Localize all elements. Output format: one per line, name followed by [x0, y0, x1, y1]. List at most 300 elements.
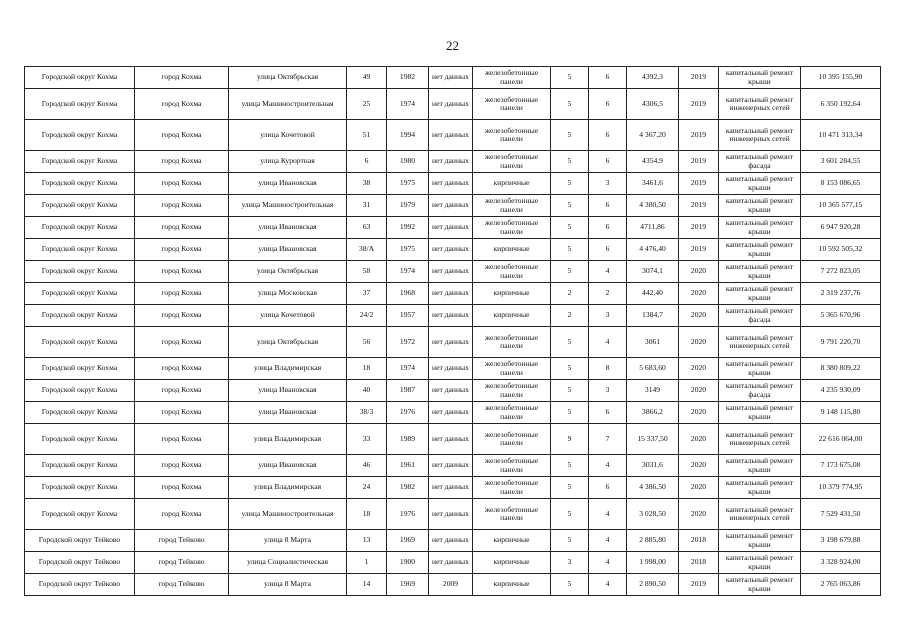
area-cell: 2 885,80	[627, 530, 679, 552]
street-cell: улица Машиностроительная	[229, 195, 347, 217]
repair-year-cell: нет данных	[429, 261, 473, 283]
city-cell: город Кохма	[135, 217, 229, 239]
entrances-cell: 4	[589, 552, 627, 574]
area-cell: 4 386,50	[627, 477, 679, 499]
city-cell: город Кохма	[135, 380, 229, 402]
repair-year-cell: нет данных	[429, 217, 473, 239]
wall-material-cell: железобетонные панели	[473, 455, 551, 477]
city-cell: город Кохма	[135, 239, 229, 261]
city-cell: город Кохма	[135, 261, 229, 283]
wall-material-cell: железобетонные панели	[473, 120, 551, 151]
wall-material-cell: железобетонные панели	[473, 499, 551, 530]
street-cell: улица Социалистическая	[229, 552, 347, 574]
entrances-cell: 4	[589, 574, 627, 596]
cost-cell: 2 319 237,76	[801, 283, 881, 305]
work-type-cell: капитальный ремонт крыши	[719, 261, 801, 283]
work-type-cell: капитальный ремонт крыши	[719, 195, 801, 217]
entrances-cell: 4	[589, 455, 627, 477]
wall-material-cell: железобетонные панели	[473, 261, 551, 283]
work-type-cell: капитальный ремонт крыши	[719, 217, 801, 239]
district-cell: Городской округ Кохма	[25, 120, 135, 151]
cost-cell: 6 350 192,64	[801, 89, 881, 120]
floors-cell: 5	[551, 455, 589, 477]
house-number-cell: 18	[347, 358, 387, 380]
wall-material-cell: кирпичные	[473, 283, 551, 305]
entrances-cell: 3	[589, 380, 627, 402]
floors-cell: 5	[551, 67, 589, 89]
street-cell: улица Ивановская	[229, 402, 347, 424]
build-year-cell: 1989	[387, 424, 429, 455]
build-year-cell: 1987	[387, 380, 429, 402]
wall-material-cell: железобетонные панели	[473, 89, 551, 120]
wall-material-cell: железобетонные панели	[473, 380, 551, 402]
area-cell: 4354,9	[627, 151, 679, 173]
wall-material-cell: железобетонные панели	[473, 402, 551, 424]
entrances-cell: 4	[589, 261, 627, 283]
entrances-cell: 6	[589, 67, 627, 89]
build-year-cell: 1969	[387, 574, 429, 596]
street-cell: улица Московская	[229, 283, 347, 305]
work-type-cell: капитальный ремонт крыши	[719, 530, 801, 552]
house-number-cell: 58	[347, 261, 387, 283]
table-row	[25, 217, 881, 239]
build-year-cell: 1976	[387, 402, 429, 424]
district-cell: Городской округ Кохма	[25, 424, 135, 455]
table-row	[25, 195, 881, 217]
build-year-cell: 1974	[387, 261, 429, 283]
table-row	[25, 499, 881, 530]
entrances-cell: 6	[589, 89, 627, 120]
plan-year-cell: 2020	[679, 358, 719, 380]
street-cell: улица Курортная	[229, 151, 347, 173]
work-type-cell: капитальный ремонт крыши	[719, 552, 801, 574]
area-cell: 4 476,40	[627, 239, 679, 261]
build-year-cell: 1976	[387, 499, 429, 530]
repair-year-cell: нет данных	[429, 424, 473, 455]
table-row	[25, 380, 881, 402]
house-number-cell: 13	[347, 530, 387, 552]
area-cell: 2 890,50	[627, 574, 679, 596]
plan-year-cell: 2019	[679, 173, 719, 195]
city-cell: город Кохма	[135, 455, 229, 477]
wall-material-cell: кирпичные	[473, 530, 551, 552]
cost-cell: 3 198 679,88	[801, 530, 881, 552]
cost-cell: 3 601 284,55	[801, 151, 881, 173]
district-cell: Городской округ Кохма	[25, 261, 135, 283]
city-cell: город Тейково	[135, 574, 229, 596]
cost-cell: 7 272 823,05	[801, 261, 881, 283]
street-cell: улица Кочетовой	[229, 120, 347, 151]
cost-cell: 5 365 670,96	[801, 305, 881, 327]
work-type-cell: капитальный ремонт крыши	[719, 173, 801, 195]
cost-cell: 9 148 115,80	[801, 402, 881, 424]
floors-cell: 2	[551, 283, 589, 305]
plan-year-cell: 2018	[679, 530, 719, 552]
entrances-cell: 3	[589, 173, 627, 195]
area-cell: 5 683,60	[627, 358, 679, 380]
work-type-cell: капитальный ремонт крыши	[719, 239, 801, 261]
repair-year-cell: нет данных	[429, 455, 473, 477]
house-number-cell: 31	[347, 195, 387, 217]
plan-year-cell: 2020	[679, 261, 719, 283]
area-cell: 4392,3	[627, 67, 679, 89]
city-cell: город Кохма	[135, 499, 229, 530]
build-year-cell: 1900	[387, 552, 429, 574]
build-year-cell: 1975	[387, 173, 429, 195]
entrances-cell: 4	[589, 327, 627, 358]
cost-cell: 6 947 920,28	[801, 217, 881, 239]
repair-year-cell: нет данных	[429, 89, 473, 120]
street-cell: улица Ивановская	[229, 217, 347, 239]
page-number: 22	[446, 38, 459, 53]
build-year-cell: 1982	[387, 477, 429, 499]
floors-cell: 5	[551, 499, 589, 530]
area-cell: 4 367,20	[627, 120, 679, 151]
city-cell: город Кохма	[135, 358, 229, 380]
wall-material-cell: железобетонные панели	[473, 477, 551, 499]
area-cell: 15 337,50	[627, 424, 679, 455]
repair-year-cell: нет данных	[429, 358, 473, 380]
street-cell: улица Кочетовой	[229, 305, 347, 327]
table-row	[25, 477, 881, 499]
area-cell: 3866,2	[627, 402, 679, 424]
plan-year-cell: 2020	[679, 327, 719, 358]
district-cell: Городской округ Кохма	[25, 380, 135, 402]
city-cell: город Кохма	[135, 195, 229, 217]
plan-year-cell: 2020	[679, 402, 719, 424]
table-row	[25, 358, 881, 380]
street-cell: улица Ивановская	[229, 239, 347, 261]
repair-year-cell: нет данных	[429, 477, 473, 499]
street-cell: улица Владимирская	[229, 477, 347, 499]
area-cell: 4711,86	[627, 217, 679, 239]
city-cell: город Кохма	[135, 173, 229, 195]
house-number-cell: 46	[347, 455, 387, 477]
wall-material-cell: кирпичные	[473, 239, 551, 261]
district-cell: Городской округ Кохма	[25, 455, 135, 477]
repair-year-cell: нет данных	[429, 305, 473, 327]
entrances-cell: 6	[589, 195, 627, 217]
wall-material-cell: кирпичные	[473, 305, 551, 327]
table-row	[25, 67, 881, 89]
area-cell: 442,40	[627, 283, 679, 305]
repair-year-cell: нет данных	[429, 195, 473, 217]
wall-material-cell: кирпичные	[473, 552, 551, 574]
district-cell: Городской округ Кохма	[25, 173, 135, 195]
district-cell: Городской округ Кохма	[25, 477, 135, 499]
entrances-cell: 4	[589, 530, 627, 552]
district-cell: Городской округ Кохма	[25, 195, 135, 217]
repair-year-cell: нет данных	[429, 499, 473, 530]
entrances-cell: 2	[589, 283, 627, 305]
floors-cell: 5	[551, 358, 589, 380]
area-cell: 3461,6	[627, 173, 679, 195]
work-type-cell: капитальный ремонт фасада	[719, 380, 801, 402]
build-year-cell: 1982	[387, 67, 429, 89]
build-year-cell: 1992	[387, 217, 429, 239]
table-row	[25, 327, 881, 358]
table-row	[25, 424, 881, 455]
street-cell: улица 8 Марта	[229, 530, 347, 552]
build-year-cell: 1961	[387, 455, 429, 477]
street-cell: улица Октябрьская	[229, 327, 347, 358]
cost-cell: 10 395 155,90	[801, 67, 881, 89]
area-cell: 4 380,50	[627, 195, 679, 217]
district-cell: Городской округ Кохма	[25, 239, 135, 261]
area-cell: 3 028,50	[627, 499, 679, 530]
cost-cell: 22 616 064,00	[801, 424, 881, 455]
street-cell: улица Машиностроительная	[229, 499, 347, 530]
cost-cell: 2 765 063,86	[801, 574, 881, 596]
street-cell: улица Октябрьская	[229, 261, 347, 283]
wall-material-cell: железобетонные панели	[473, 217, 551, 239]
entrances-cell: 8	[589, 358, 627, 380]
plan-year-cell: 2019	[679, 574, 719, 596]
work-type-cell: капитальный ремонт инженерных сетей	[719, 327, 801, 358]
plan-year-cell: 2020	[679, 283, 719, 305]
floors-cell: 5	[551, 402, 589, 424]
plan-year-cell: 2020	[679, 477, 719, 499]
street-cell: улица Октябрьская	[229, 67, 347, 89]
district-cell: Городской округ Кохма	[25, 499, 135, 530]
city-cell: город Кохма	[135, 424, 229, 455]
house-number-cell: 63	[347, 217, 387, 239]
table-row	[25, 151, 881, 173]
house-number-cell: 38	[347, 173, 387, 195]
district-cell: Городской округ Кохма	[25, 283, 135, 305]
area-cell: 3061	[627, 327, 679, 358]
repair-year-cell: нет данных	[429, 239, 473, 261]
build-year-cell: 1994	[387, 120, 429, 151]
cost-cell: 4 235 930,09	[801, 380, 881, 402]
district-cell: Городской округ Кохма	[25, 305, 135, 327]
house-number-cell: 24	[347, 477, 387, 499]
district-cell: Городской округ Кохма	[25, 89, 135, 120]
street-cell: улица 8 Марта	[229, 574, 347, 596]
city-cell: город Кохма	[135, 402, 229, 424]
plan-year-cell: 2019	[679, 151, 719, 173]
plan-year-cell: 2019	[679, 67, 719, 89]
table-row	[25, 552, 881, 574]
wall-material-cell: железобетонные панели	[473, 195, 551, 217]
floors-cell: 5	[551, 151, 589, 173]
cost-cell: 8 153 086,65	[801, 173, 881, 195]
work-type-cell: капитальный ремонт фасада	[719, 305, 801, 327]
house-number-cell: 40	[347, 380, 387, 402]
table-row	[25, 455, 881, 477]
plan-year-cell: 2020	[679, 455, 719, 477]
street-cell: улица Ивановская	[229, 380, 347, 402]
district-cell: Городской округ Тейково	[25, 530, 135, 552]
build-year-cell: 1972	[387, 327, 429, 358]
district-cell: Городской округ Тейково	[25, 552, 135, 574]
district-cell: Городской округ Тейково	[25, 574, 135, 596]
floors-cell: 9	[551, 424, 589, 455]
floors-cell: 5	[551, 574, 589, 596]
house-number-cell: 38/3	[347, 402, 387, 424]
work-type-cell: капитальный ремонт крыши	[719, 402, 801, 424]
repair-year-cell: нет данных	[429, 67, 473, 89]
build-year-cell: 1975	[387, 239, 429, 261]
repair-year-cell: нет данных	[429, 120, 473, 151]
plan-year-cell: 2019	[679, 120, 719, 151]
house-number-cell: 14	[347, 574, 387, 596]
house-number-cell: 38/А	[347, 239, 387, 261]
floors-cell: 5	[551, 530, 589, 552]
city-cell: город Кохма	[135, 477, 229, 499]
entrances-cell: 7	[589, 424, 627, 455]
plan-year-cell: 2019	[679, 217, 719, 239]
work-type-cell: капитальный ремонт инженерных сетей	[719, 424, 801, 455]
entrances-cell: 6	[589, 239, 627, 261]
street-cell: улица Ивановская	[229, 455, 347, 477]
district-cell: Городской округ Кохма	[25, 327, 135, 358]
floors-cell: 5	[551, 380, 589, 402]
wall-material-cell: железобетонные панели	[473, 151, 551, 173]
table-row	[25, 402, 881, 424]
city-cell: город Кохма	[135, 151, 229, 173]
entrances-cell: 6	[589, 217, 627, 239]
floors-cell: 5	[551, 327, 589, 358]
work-type-cell: капитальный ремонт инженерных сетей	[719, 89, 801, 120]
work-type-cell: капитальный ремонт крыши	[719, 358, 801, 380]
table-row	[25, 120, 881, 151]
repair-year-cell: нет данных	[429, 552, 473, 574]
entrances-cell: 6	[589, 120, 627, 151]
work-type-cell: капитальный ремонт инженерных сетей	[719, 499, 801, 530]
repair-year-cell: нет данных	[429, 327, 473, 358]
area-cell: 1384,7	[627, 305, 679, 327]
cost-cell: 3 328 924,00	[801, 552, 881, 574]
floors-cell: 2	[551, 305, 589, 327]
table-row	[25, 173, 881, 195]
plan-year-cell: 2018	[679, 552, 719, 574]
house-number-cell: 6	[347, 151, 387, 173]
repair-year-cell: нет данных	[429, 402, 473, 424]
cost-cell: 10 365 577,15	[801, 195, 881, 217]
work-type-cell: капитальный ремонт фасада	[719, 151, 801, 173]
district-cell: Городской округ Кохма	[25, 67, 135, 89]
entrances-cell: 4	[589, 499, 627, 530]
house-number-cell: 49	[347, 67, 387, 89]
cost-cell: 9 791 220,70	[801, 327, 881, 358]
work-type-cell: капитальный ремонт крыши	[719, 574, 801, 596]
house-number-cell: 37	[347, 283, 387, 305]
house-number-cell: 18	[347, 499, 387, 530]
repair-year-cell: 2009	[429, 574, 473, 596]
street-cell: улица Владимирская	[229, 424, 347, 455]
plan-year-cell: 2019	[679, 89, 719, 120]
area-cell: 1 998,00	[627, 552, 679, 574]
house-number-cell: 1	[347, 552, 387, 574]
cost-cell: 7 173 675,08	[801, 455, 881, 477]
work-type-cell: капитальный ремонт крыши	[719, 67, 801, 89]
table-row	[25, 239, 881, 261]
build-year-cell: 1979	[387, 195, 429, 217]
wall-material-cell: железобетонные панели	[473, 358, 551, 380]
work-type-cell: капитальный ремонт крыши	[719, 455, 801, 477]
floors-cell: 5	[551, 477, 589, 499]
city-cell: город Кохма	[135, 283, 229, 305]
city-cell: город Кохма	[135, 305, 229, 327]
plan-year-cell: 2019	[679, 195, 719, 217]
floors-cell: 5	[551, 217, 589, 239]
area-cell: 3031,6	[627, 455, 679, 477]
table-row	[25, 574, 881, 596]
repair-year-cell: нет данных	[429, 380, 473, 402]
build-year-cell: 1968	[387, 283, 429, 305]
floors-cell: 5	[551, 89, 589, 120]
work-type-cell: капитальный ремонт крыши	[719, 477, 801, 499]
wall-material-cell: железобетонные панели	[473, 327, 551, 358]
cost-cell: 10 379 774,95	[801, 477, 881, 499]
housing-repair-table	[24, 66, 881, 596]
house-number-cell: 33	[347, 424, 387, 455]
floors-cell: 5	[551, 195, 589, 217]
plan-year-cell: 2020	[679, 380, 719, 402]
house-number-cell: 51	[347, 120, 387, 151]
cost-cell: 10 592 505,32	[801, 239, 881, 261]
entrances-cell: 6	[589, 477, 627, 499]
build-year-cell: 1957	[387, 305, 429, 327]
floors-cell: 3	[551, 552, 589, 574]
wall-material-cell: железобетонные панели	[473, 67, 551, 89]
street-cell: улица Ивановская	[229, 173, 347, 195]
wall-material-cell: кирпичные	[473, 173, 551, 195]
street-cell: улица Владимирская	[229, 358, 347, 380]
cost-cell: 8 380 809,22	[801, 358, 881, 380]
table-row	[25, 530, 881, 552]
entrances-cell: 6	[589, 402, 627, 424]
city-cell: город Кохма	[135, 120, 229, 151]
district-cell: Городской округ Кохма	[25, 217, 135, 239]
table-row	[25, 261, 881, 283]
plan-year-cell: 2020	[679, 499, 719, 530]
entrances-cell: 3	[589, 305, 627, 327]
plan-year-cell: 2020	[679, 305, 719, 327]
district-cell: Городской округ Кохма	[25, 402, 135, 424]
build-year-cell: 1969	[387, 530, 429, 552]
repair-year-cell: нет данных	[429, 151, 473, 173]
table-body	[25, 67, 881, 596]
build-year-cell: 1974	[387, 89, 429, 120]
floors-cell: 5	[551, 239, 589, 261]
city-cell: город Кохма	[135, 89, 229, 120]
cost-cell: 10 471 313,34	[801, 120, 881, 151]
table-row	[25, 283, 881, 305]
plan-year-cell: 2019	[679, 239, 719, 261]
area-cell: 4306,5	[627, 89, 679, 120]
floors-cell: 5	[551, 173, 589, 195]
city-cell: город Кохма	[135, 67, 229, 89]
work-type-cell: капитальный ремонт инженерных сетей	[719, 120, 801, 151]
build-year-cell: 1974	[387, 358, 429, 380]
district-cell: Городской округ Кохма	[25, 358, 135, 380]
repair-year-cell: нет данных	[429, 173, 473, 195]
area-cell: 3149	[627, 380, 679, 402]
build-year-cell: 1980	[387, 151, 429, 173]
floors-cell: 5	[551, 261, 589, 283]
table-row	[25, 89, 881, 120]
table-row	[25, 305, 881, 327]
district-cell: Городской округ Кохма	[25, 151, 135, 173]
street-cell: улица Машиностроительная	[229, 89, 347, 120]
repair-year-cell: нет данных	[429, 530, 473, 552]
city-cell: город Кохма	[135, 327, 229, 358]
city-cell: город Тейково	[135, 552, 229, 574]
plan-year-cell: 2020	[679, 424, 719, 455]
wall-material-cell: железобетонные панели	[473, 424, 551, 455]
